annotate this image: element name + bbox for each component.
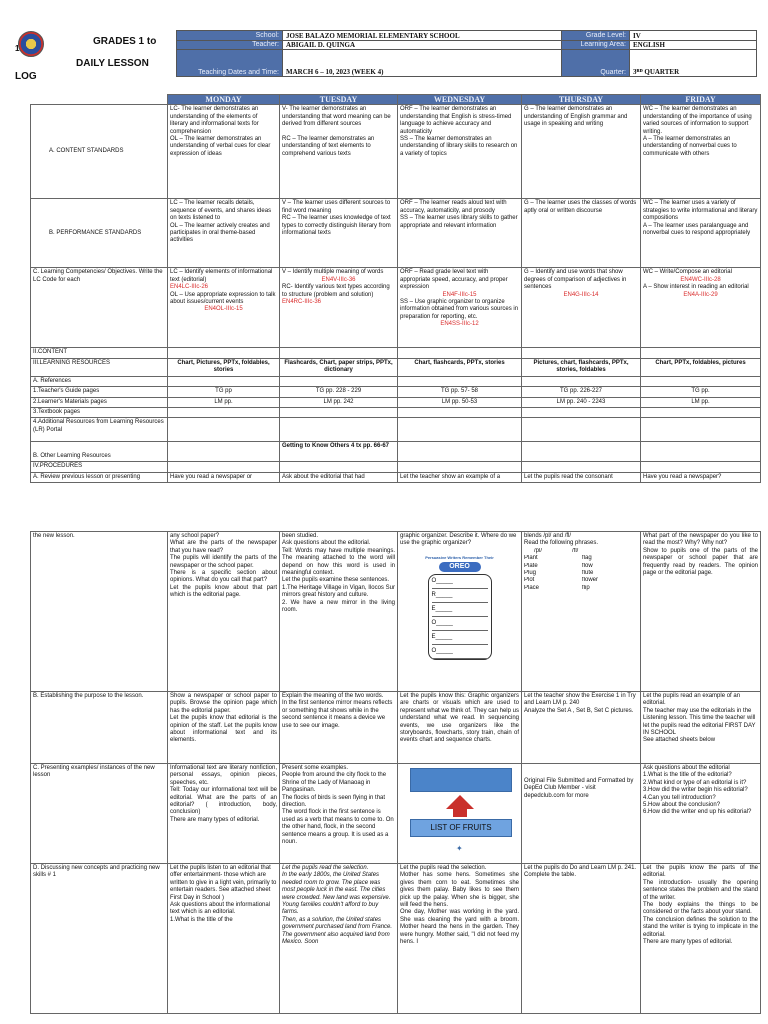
- review-tuesday-top: Ask about the editorial that had: [280, 472, 398, 482]
- title-line2: DAILY LESSON: [76, 58, 149, 69]
- lc-tuesday-text: V – Identify multiple meaning of words: [282, 269, 384, 276]
- blend-fl-2: flow: [582, 562, 593, 569]
- header-info-table: [176, 30, 757, 77]
- lm-thursday: LM pp. 240 - 2243: [522, 397, 641, 407]
- oreo-header: Persuasive Writers Remember Their: [425, 554, 494, 560]
- area-value: ENGLISH: [630, 41, 757, 50]
- lc-tuesday: [280, 268, 398, 348]
- cs-monday: LC- The learner demonstrates an understanding of the elements of literary and informational texts for comprehension OL – The learner demonstrates an understanding of verbal cues for clear expression of ideas: [168, 105, 280, 199]
- lc-wednesday-code1: EN4F-IIIc-15: [442, 291, 477, 298]
- lc-friday: [641, 268, 761, 348]
- grade-value: IV: [630, 31, 757, 41]
- blends-heading: blends /pl/ and /fl/ Read the following phrases.: [524, 533, 599, 547]
- lc-thursday: [522, 268, 641, 348]
- teacher-label: Teacher:: [177, 41, 283, 50]
- blend-pl-2: Plate: [524, 562, 538, 569]
- label-discussing: D. Discussing new concepts and practicing new skills # 1: [31, 864, 168, 1014]
- cs-thursday: G – The learner demonstrates an understanding of English grammar and usage in speaking and writing: [522, 105, 641, 199]
- label-competencies: C. Learning Competencies/ Objectives. Write the LC Code for each: [31, 268, 168, 348]
- teacher-value: ABIGAIL D. QUINGA: [283, 41, 562, 50]
- review-wednesday: [398, 532, 522, 692]
- tg-wednesday: TG pp. 57- 58: [398, 387, 522, 397]
- blends-table: [524, 548, 638, 592]
- lm-tuesday: LM pp. 242: [280, 397, 398, 407]
- label-lr-portal: 4.Additional Resources from Learning Resources (LR) Portal: [31, 418, 168, 442]
- res-wednesday: Chart, flashcards, PPTx, stories: [398, 358, 522, 376]
- review-wednesday-top: Let the teacher show an example of a: [398, 472, 522, 482]
- discuss-monday: Let the pupils listen to an editorial that offer entertainment- those which are written to give in a light vein, primarily to entertain readers. See attached sheet First Day in School ) Ask questions about the informational text which is an editorial. 1.What is the title of the: [168, 864, 280, 1014]
- label-purpose: B. Establishing the purpose to the lesson.: [31, 692, 168, 764]
- oreo-row: E_____: [432, 631, 488, 645]
- oreo-row: O_____: [432, 645, 488, 659]
- label-review: A. Review previous lesson or presenting: [31, 472, 168, 482]
- lc-wednesday-code2: EN4SS-IIIc-12: [440, 321, 479, 328]
- label-textbook: 3.Textbook pages: [31, 408, 168, 418]
- dates-value: MARCH 6 – 10, 2023 (WEEK 4): [283, 50, 562, 77]
- deped-seal-icon: [18, 31, 44, 57]
- ps-tuesday: V – The learner uses different sources to find word meaning RC – The learner uses knowledge of text types to correctly distinguish literary from informational texts: [280, 199, 398, 268]
- day-thursday: THURSDAY: [522, 95, 641, 105]
- blend-fl-head: /fl/: [572, 547, 579, 554]
- cs-wednesday: ORF – The learner demonstrates an understanding that English is stress-timed language to achieve accuracy and automaticity SS – The learner demonstrates an understanding of library skills to research on a variety of topics: [398, 105, 522, 199]
- area-label: Learning Area:: [562, 41, 630, 50]
- lc-friday-code2: EN4A-IIIc-29: [683, 291, 718, 298]
- lm-friday: LM pp.: [641, 397, 761, 407]
- purpose-tuesday: Explain the meaning of the two words. In the first sentence mirror means reflects or something that shows while in the second sentence it means a device we use to see our image.: [280, 692, 398, 764]
- examples-monday: Informational text are literary nonfiction, personal essays, opinion pieces, speeches, etc. Tell: Today our informational text will be editorial. What are the parts of an editorial? ( introduction, body, conclusion) There are many types of editorial.: [168, 764, 280, 864]
- blend-pl-4: Plot: [524, 577, 535, 584]
- review-wednesday-text: graphic organizer. Describe it. Where do we use the graphic organizer?: [400, 533, 517, 547]
- oreo-row: O_____: [432, 575, 488, 589]
- blend-fl-3: flute: [582, 570, 594, 577]
- label-resources: III.LEARNING RESOURCES: [31, 358, 168, 376]
- lc-wednesday-text2: SS – Use graphic organizer to organize information obtained from various sources in preparation for reporting, etc.: [400, 299, 519, 320]
- examples-thursday: Original File Submitted and Formatted by DepEd Club Member - visit depedclub.com for more: [522, 764, 641, 864]
- day-tuesday: TUESDAY: [280, 95, 398, 105]
- lc-tuesday-code2: EN4RC-IIIc-36: [282, 299, 322, 306]
- ps-monday: LC – The learner recalls details, sequence of events, and shares ideas on texts listened to OL – The learner actively creates and participates in oral theme-based activities: [168, 199, 280, 268]
- oreo-row: R_____: [432, 589, 488, 603]
- fruits-figure: [400, 765, 519, 861]
- review-thursday: [522, 532, 641, 692]
- oreo-row: E_____: [432, 603, 488, 617]
- res-monday: Chart, Pictures, PPTx, foldables, stories: [168, 358, 280, 376]
- oreo-organizer: [418, 554, 502, 660]
- ps-thursday: G – The learner uses the classes of words aptly oral or written discourse: [522, 199, 641, 268]
- cs-friday: WC – The learner demonstrates an understanding of the importance of using varied sources of information to support writing. A – The learner demonstrates an understanding of nonverbal cues to communicate with others: [641, 105, 761, 199]
- lc-tuesday-code1: EN4V-IIIc-36: [321, 276, 356, 283]
- day-friday: FRIDAY: [641, 95, 761, 105]
- tg-monday: TG pp: [168, 387, 280, 397]
- discuss-thursday: Let the pupils do Do and Learn LM p. 241. Complete the table.: [522, 864, 641, 1014]
- examples-wednesday: [398, 764, 522, 864]
- page-1: [0, 0, 768, 480]
- label-content: II.CONTENT: [31, 348, 168, 358]
- lc-monday: [168, 268, 280, 348]
- label-tg: 1.Teacher's Guide pages: [31, 387, 168, 397]
- discuss-friday: Let the pupils know the parts of the editorial. The introduction- usually the opening sentence states the problem and the stand of the writer. The body explains the things to be considered or the facts about your stand. The conclusion defines the solution to the stand the writer is trying to implicate in the editorial. There are many types of editorial.: [641, 864, 761, 1014]
- title-line1: GRADES 1 to: [93, 36, 157, 47]
- blend-fl-4: flower: [582, 577, 599, 584]
- school-label: School:: [177, 31, 283, 41]
- review-monday-top: Have you read a newspaper or: [168, 472, 280, 482]
- page-2: [0, 525, 768, 1024]
- cs-tuesday: V- The learner demonstrates an understanding that word meaning can be derived from different sources RC – The learner demonstrates an understanding of text elements to comprehend various texts: [280, 105, 398, 199]
- dll-table-top: [30, 94, 761, 483]
- blend-pl-3: Plug: [524, 570, 537, 577]
- day-wednesday: WEDNESDAY: [398, 95, 522, 105]
- examples-tuesday: Present some examples. People from around the city flock to the Shrine of the Lady of Manaoag in Pangasinan. The flocks of birds is seen flying in that direction. The word flock in the first sentence is used as a verb that means to come to. On the other hand, flock, in the second sentence means a group. It is used as a noun.: [280, 764, 398, 864]
- label-content-standards: A. CONTENT STANDARDS: [31, 105, 168, 199]
- lc-wednesday: [398, 268, 522, 348]
- title-line3: LOG: [15, 71, 37, 82]
- quarter-value: 3ᴿᴰ QUARTER: [630, 50, 757, 77]
- arrow-up-icon: [446, 795, 474, 809]
- review-friday: What part of the newspaper do you like to read the most? Why? Why not? Show to pupils one of the parts of the newspaper or school paper that are frequently read by readers. The opinion page or the editorial page.: [641, 532, 761, 692]
- other-tuesday: Getting to Know Others 4 tx pp. 66-67: [280, 442, 398, 462]
- lc-friday-code1: EN4WC-IIIc-28: [680, 276, 721, 283]
- res-friday: Chart, PPTx, foldables, pictures: [641, 358, 761, 376]
- grade-label: Grade Level:: [562, 31, 630, 41]
- res-thursday: Pictures, chart, flashcards, PPTx, stories, foldables: [522, 358, 641, 376]
- quarter-label: Quarter:: [562, 50, 630, 77]
- blend-fl-1: flag: [582, 555, 592, 562]
- discuss-wednesday: Let the pupils read the selection. Mother has some hens. Sometimes she gives them corn to eat. Sometimes she gives them palay. Baby likes to see them pick up the palay. When she is bigger, she will feed the hens. One day, Mother was working in the yard. She was cleaning the yard with a broom. Mother heard the hens in the garden. They were hungry. Mother said, "I did not feed my hens. I: [398, 864, 522, 1014]
- title-prefix: 1: [15, 44, 20, 53]
- purpose-thursday: Let the teacher show the Exercise 1 in Try and Learn LM p. 240 Analyze the Set A , Set B, Set C pictures.: [522, 692, 641, 764]
- label-lm: 2.Learner's Materials pages: [31, 397, 168, 407]
- lc-monday-code2: EN4OL-IIIc-15: [204, 306, 243, 313]
- tg-thursday: TG pp. 226-227: [522, 387, 641, 397]
- ps-wednesday: ORF – The learner reads aloud text with accuracy, automaticity, and prosody SS – The learner uses library skills to gather appropriate and relevant information: [398, 199, 522, 268]
- ps-friday: WC – The learner uses a variety of strategies to write informational and literary compositions A – The learner uses paralanguage and nonverbal cues to respond appropriately: [641, 199, 761, 268]
- lc-thursday-text: G – Identify and use words that show degrees of comparison of adjectives in sentences: [524, 269, 627, 291]
- dll-table-bottom: [30, 531, 761, 1014]
- label-references: A. References: [31, 376, 168, 386]
- review-friday-top: Have you read a newspaper?: [641, 472, 761, 482]
- purpose-wednesday: Let the pupils know this: Graphic organizers are charts or visuals which are used to represent what we think of. They can help us understand what we read. In sequencing events, we use organizers like the storyboards, flowcharts, story train, chain of events chart and sequence charts.: [398, 692, 522, 764]
- oreo-brand: OREO: [439, 562, 481, 572]
- label-performance-standards: B. PERFORMANCE STANDARDS: [31, 199, 168, 268]
- label-other-resources: B. Other Learning Resources: [31, 442, 168, 462]
- blend-pl-1: Plant: [524, 555, 538, 562]
- oreo-row: O_____: [432, 617, 488, 631]
- examples-friday: Ask questions about the editorial 1.What is the title of the editorial? 2.What kind or type of an editorial is it? 3.How did the writer begin his editorial? 4.Can you tell introduction? 5.How about the conclusion? 6.How did the writer end up his editorial?: [641, 764, 761, 864]
- school-value: JOSE BALAZO MEMORIAL ELEMENTARY SCHOOL: [283, 31, 562, 41]
- label-review-cont: the new lesson.: [31, 532, 168, 692]
- purpose-monday: Show a newspaper or school paper to pupils. Browse the opinion page which has the editorial paper. Let the pupils know that editorial is the opinion of the staff. Let the pupils know about informational text and its elements.: [168, 692, 280, 764]
- sparkle-icon: ✦: [456, 844, 463, 853]
- lc-friday-text2: A – Show interest in reading an editorial: [643, 284, 749, 291]
- discuss-tuesday: Let the pupils read the selection. In the early 1800s, the United States needed room to grow. The place was most people luck in the east. The cities were crowded. New land was expensive. Young families couldn't afford to buy farms. Then, as a solution, the United states government purchased land from France. The government also acquired land from Mexico. Soon: [280, 864, 398, 1014]
- lm-wednesday: LM pp. 50-53: [398, 397, 522, 407]
- blend-pl-head: /pl/: [534, 547, 543, 554]
- lc-monday-code1: EN4LC-IIIc-26: [170, 284, 209, 291]
- tg-tuesday: TG pp. 228 - 229: [280, 387, 398, 397]
- lc-thursday-code1: EN4G-IIIc-14: [563, 291, 599, 298]
- review-tuesday: been studied. Ask questions about the editorial. Tell: Words may have multiple meanings. The meaning attached to the word will depend on how this word is used in meaningful context. Let the pupils examine these sentences. 1.The Heritage Village in Vigan, Ilocos Sur mirrors great history and culture. 2. We have a new mirror in the living room.: [280, 532, 398, 692]
- label-examples: C. Presenting examples/ instances of the new lesson: [31, 764, 168, 864]
- blend-fl-5: flip: [582, 584, 590, 591]
- tg-friday: TG pp.: [641, 387, 761, 397]
- day-monday: MONDAY: [168, 95, 280, 105]
- review-monday: any school paper? What are the parts of the newspaper that you have read? The pupils will identify the parts of the newspaper or the school paper. There is a specific section about opinions. What do you call that part? Let the pupils know about that part which is the editorial page.: [168, 532, 280, 692]
- label-procedures: IV.PROCEDURES: [31, 462, 168, 472]
- lc-tuesday-text2: RC- Identify various text types according to structure (problem and solution): [282, 284, 390, 298]
- dates-label: Teaching Dates and Time:: [177, 50, 283, 77]
- lc-wednesday-text: ORF – Read grade level text with appropriate speed, accuracy, and proper expression: [400, 269, 508, 291]
- corner-cell: [31, 95, 168, 105]
- lc-friday-text: WC – Write/Compose an editorial: [643, 269, 732, 276]
- list-of-fruits-box: LIST OF FRUITS: [410, 819, 512, 837]
- res-tuesday: Flashcards, Chart, paper strips, PPTx, dictionary: [280, 358, 398, 376]
- blend-pl-5: Place: [524, 584, 540, 591]
- lc-monday-text2: OL – Use appropriate expression to talk about issues/current events: [170, 291, 276, 306]
- lm-monday: LM pp.: [168, 397, 280, 407]
- purpose-friday: Let the pupils read an example of an editorial. The teacher may use the editorials in the Listening lesson. This time the teacher will let the pupils read the editorial FIRST DAY IN SCHOOL See attached sheets below: [641, 692, 761, 764]
- review-thursday-top: Let the pupils read the consonant: [522, 472, 641, 482]
- lc-monday-text: LC – Identify elements of informational text (editorial): [170, 269, 273, 283]
